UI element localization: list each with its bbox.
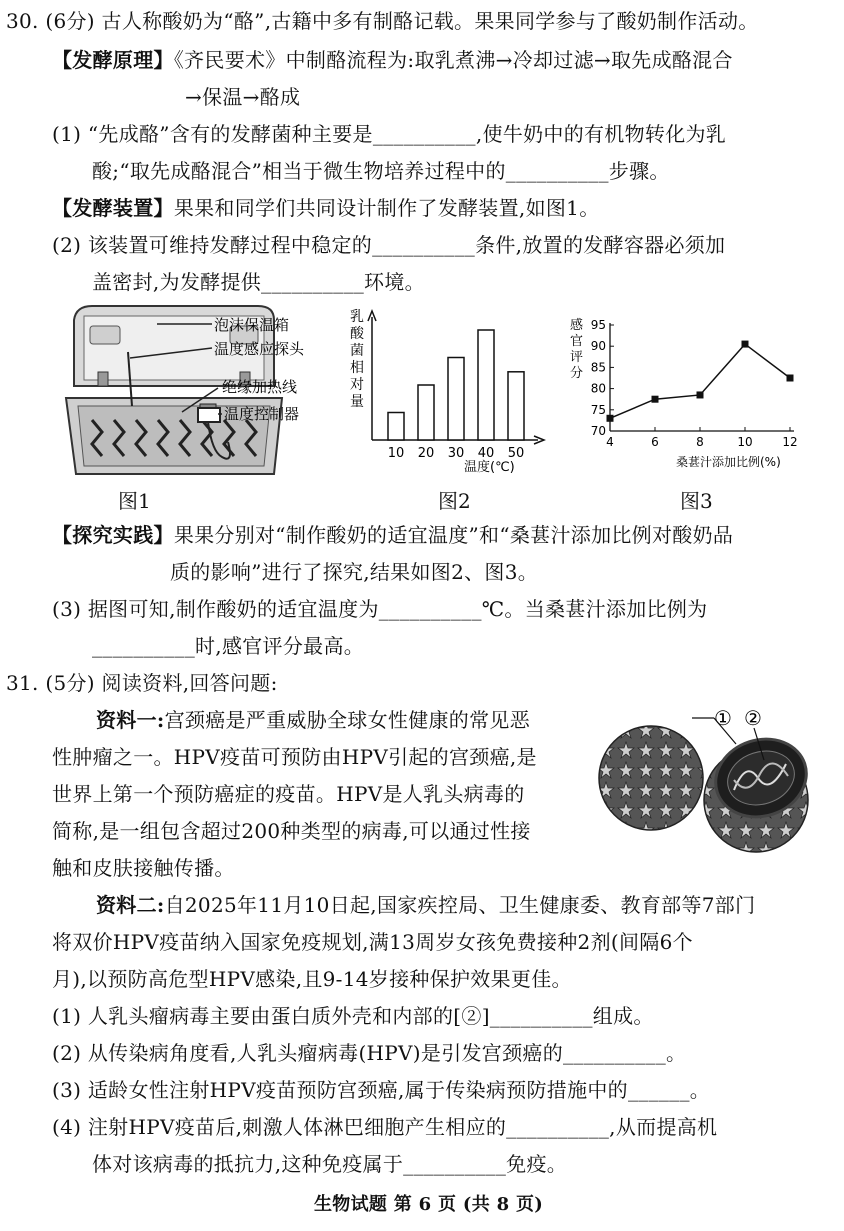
xtick-8: 8	[696, 435, 704, 449]
ytick-95: 95	[590, 318, 606, 332]
material-1-line1	[96, 707, 530, 733]
q31-stem: 31. (5分) 阅读资料,回答问题:	[6, 671, 278, 695]
xtick-4: 4	[606, 435, 614, 449]
page-footer: 生物试题 第 6 页 (共 8 页)	[314, 1194, 544, 1215]
ytick-80: 80	[590, 381, 606, 396]
q30-stem: 30. (6分) 古人称酸奶为“酪”,古籍中多有制酪记载。果果同学参与了酸奶制作活动。	[6, 9, 759, 33]
bar-40	[478, 330, 494, 440]
xtick-50: 50	[507, 446, 525, 461]
device-tag: 【发酵装置】	[52, 196, 174, 220]
ytick-85: 85	[590, 360, 606, 375]
q30-sub2-a: (2) 该装置可维持发酵过程中稳定的__________条件,放置的发酵容器必须加	[52, 233, 726, 257]
q31-sub3: (3) 适龄女性注射HPV疫苗预防宫颈癌,属于传染病预防措施中的______。	[52, 1078, 711, 1102]
figure-1	[62, 302, 352, 482]
practice-line	[52, 522, 733, 548]
xtick-20: 20	[417, 446, 435, 461]
principle-line	[52, 47, 733, 73]
ytick-90: 90	[590, 339, 606, 354]
chart2-ylabel: 乳酸菌相对量	[350, 309, 364, 410]
virus-capsid-sphere	[599, 726, 703, 830]
label-heating-wire: 绝缘加热线	[222, 378, 298, 396]
xtick-12: 12	[782, 435, 798, 449]
q30-sub1-b: 酸;“取先成酪混合”相当于微生物培养过程中的__________步骤。	[92, 159, 670, 183]
chart2-xlabel: 温度(℃)	[464, 460, 515, 475]
q31-sub4-a: (4) 注射HPV疫苗后,刺激人体淋巴细胞产生相应的__________,从而提高机	[52, 1115, 718, 1139]
label-temp-probe: 温度感应探头	[214, 340, 305, 358]
fermentation-box-illustration	[62, 302, 352, 482]
chart-mulberry-line	[568, 315, 808, 475]
q31-sub1: (1) 人乳头瘤病毒主要由蛋白质外壳和内部的[②]__________组成。	[52, 1004, 654, 1028]
label-foam-box: 泡沫保温箱	[214, 316, 290, 334]
q30-sub1-a: (1) “先成酪”含有的发酵菌种主要是__________,使牛奶中的有机物转化为乳	[52, 122, 727, 146]
virus-label-1: ①	[714, 706, 732, 730]
device-line	[52, 195, 600, 221]
label-controller: 温度控制器	[224, 405, 300, 423]
q30-sub3-b: __________时,感官评分最高。	[92, 634, 365, 658]
practice-text-2: 质的影响”进行了探究,结果如图2、图3。	[170, 560, 539, 584]
material-2-text1: 自2025年11月10日起,国家疾控局、卫生健康委、教育部等7部门	[164, 893, 756, 917]
figure-2	[346, 305, 546, 480]
bar-50	[508, 372, 524, 440]
material-2-line3: 月),以预防高危型HPV感染,且9-14岁接种保护效果更佳。	[52, 967, 572, 991]
hpv-virus-figure	[596, 700, 811, 865]
ytick-75: 75	[590, 402, 606, 417]
bar-20	[418, 385, 434, 440]
chart-temperature-bars	[346, 305, 546, 480]
practice-tag: 【探究实践】	[52, 523, 174, 547]
point-6	[652, 396, 659, 403]
material-2-line2: 将双价HPV疫苗纳入国家免疫规划,满13周岁女孩免费接种2剂(间隔6个	[52, 930, 693, 954]
device-text: 果果和同学们共同设计制作了发酵装置,如图1。	[173, 196, 600, 220]
principle-tag: 【发酵原理】	[52, 48, 174, 72]
ytick-70: 70	[590, 424, 606, 438]
xtick-10: 10	[387, 446, 405, 461]
material-1-line4: 简称,是一组包含超过200种类型的病毒,可以通过性接	[52, 819, 531, 843]
bar-10	[388, 413, 404, 441]
xtick-6: 6	[651, 435, 659, 449]
chart3-ylabel: 感官评分	[570, 318, 584, 381]
q31-sub2: (2) 从传染病角度看,人乳头瘤病毒(HPV)是引发宫颈癌的__________。	[52, 1041, 687, 1065]
bar-30	[448, 358, 464, 441]
xtick-10: 10	[737, 435, 753, 449]
q30-sub2-b: 盖密封,为发酵提供__________环境。	[92, 270, 425, 294]
material-1-line5: 触和皮肤接触传播。	[52, 856, 235, 880]
figure-1-caption: 图1	[118, 489, 151, 513]
point-8	[697, 391, 704, 398]
material-2-line1	[96, 892, 755, 918]
figure-2-caption: 图2	[438, 489, 471, 513]
xtick-40: 40	[477, 446, 495, 461]
virus-label-2: ②	[744, 706, 762, 730]
figure-3	[568, 315, 808, 475]
q30-sub3-a: (3) 据图可知,制作酸奶的适宜温度为__________℃。当桑葚汁添加比例为	[52, 597, 708, 621]
q31-sub4-b: 体对该病毒的抵抗力,这种免疫属于__________免疫。	[92, 1152, 568, 1176]
score-line	[610, 344, 790, 418]
point-10	[742, 341, 749, 348]
hpv-virus-illustration	[596, 700, 811, 865]
point-4	[607, 415, 614, 422]
point-12	[787, 375, 794, 382]
principle-text-2: →保温→酪成	[185, 85, 301, 109]
material-2-tag: 资料二:	[96, 893, 165, 917]
material-1-text1: 宫颈癌是严重威胁全球女性健康的常见恶	[164, 708, 530, 732]
principle-text: 《齐民要术》中制酪流程为:取乳煮沸→冷却过滤→取先成酪混合	[173, 48, 733, 72]
material-1-line2: 性肿瘤之一。HPV疫苗可预防由HPV引起的宫颈癌,是	[52, 745, 537, 769]
material-1-line3: 世界上第一个预防癌症的疫苗。HPV是人乳头病毒的	[52, 782, 525, 806]
practice-text: 果果分别对“制作酸奶的适宜温度”和“桑葚汁添加比例对酸奶品	[173, 523, 734, 547]
xtick-30: 30	[447, 446, 465, 461]
figure-3-caption: 图3	[680, 489, 713, 513]
material-1-tag: 资料一:	[96, 708, 165, 732]
chart3-xlabel: 桑葚汁添加比例(%)	[676, 455, 781, 469]
